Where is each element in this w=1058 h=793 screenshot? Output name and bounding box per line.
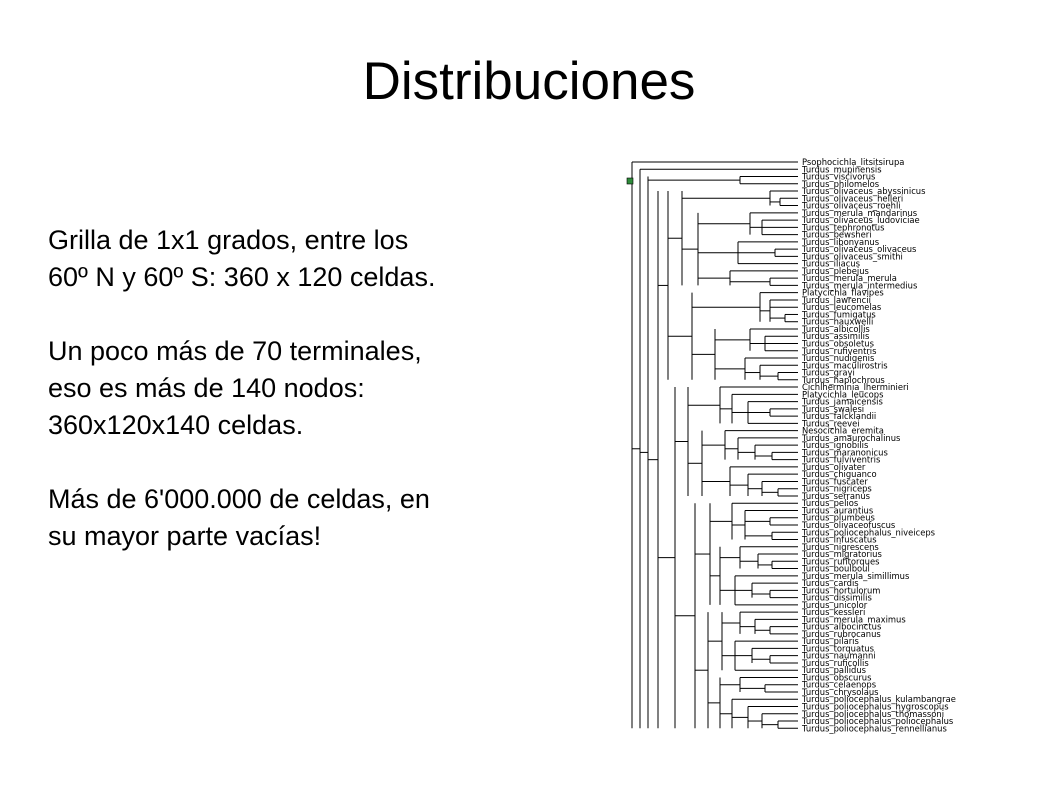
taxon-label: Turdus_rufiventris xyxy=(802,345,877,356)
taxon-label: Turdus_poliocephalus_hygroscopus xyxy=(802,701,949,712)
taxon-label: Turdus_aurantius xyxy=(802,505,874,516)
taxon-label: Turdus_poliocephalus_kulambangrae xyxy=(802,694,956,705)
taxon-label: Turdus_falcklandii xyxy=(802,411,877,422)
taxon-label: Turdus_poliocephalus_poliocephalus xyxy=(802,716,954,727)
taxon-label: Turdus_albicollis xyxy=(802,323,870,334)
taxon-label: Turdus_lawrencii xyxy=(802,294,871,305)
taxon-label: Turdus_celaenops xyxy=(802,679,877,690)
taxon-label: Turdus_libonyanus xyxy=(802,236,880,247)
taxon-label: Turdus_maculirostris xyxy=(802,360,888,371)
taxon-label: Turdus_boulboul xyxy=(802,563,870,574)
taxon-label: Turdus_mupinensis xyxy=(802,164,882,175)
taxon-label: Turdus_unicolor xyxy=(802,599,868,610)
taxon-label: Turdus_grayi xyxy=(802,367,855,378)
taxon-label: Turdus_swalesi xyxy=(802,403,865,414)
taxon-label: Platycichla_leucops xyxy=(802,389,884,400)
paragraph-grid: Grilla de 1x1 grados, entre los 60º N y 60º S: 360 x 120 celdas. xyxy=(48,225,436,292)
taxon-label: Turdus_cardis xyxy=(802,578,859,589)
taxon-label: Turdus_albocinctus xyxy=(802,621,882,632)
taxon-label: Turdus_ignobilis xyxy=(802,440,869,451)
body-text xyxy=(48,222,608,592)
taxon-label: Turdus_pelios xyxy=(802,498,859,509)
slide-title: Distribuciones xyxy=(362,52,696,111)
taxon-label: Turdus_tephronotus xyxy=(802,222,885,233)
taxon-label: Turdus_merula_maximus xyxy=(802,614,906,625)
taxon-label: Turdus_poliocephalus_rennellianus xyxy=(802,723,947,734)
taxon-label: Turdus_olivater xyxy=(802,461,866,472)
taxon-label: Turdus_naumanni xyxy=(802,650,876,661)
root-node-marker xyxy=(627,178,633,184)
taxon-label: Turdus_olivaceus_ludoviciae xyxy=(802,215,920,226)
taxon-label: Turdus_merula_intermedius xyxy=(802,280,918,291)
taxon-label: Turdus_migratorius xyxy=(802,549,882,560)
taxon-label: Turdus_olivaceus_olivaceus xyxy=(802,244,917,255)
taxon-label: Nesocichla_eremita xyxy=(802,425,884,436)
taxon-label: Turdus_hortulorum xyxy=(802,585,881,596)
taxon-label: Turdus_serranus xyxy=(802,490,870,501)
taxon-label: Turdus_poliocephalus_thomassoni xyxy=(802,708,945,719)
taxon-label: Turdus_merula_merula xyxy=(802,273,897,284)
taxon-label: Turdus_kessleri xyxy=(802,607,866,618)
taxon-label: Turdus_plebejus xyxy=(802,265,869,276)
taxon-label: Platycichla_flavipes xyxy=(802,287,884,298)
taxon-label: Turdus_fuscater xyxy=(802,476,868,487)
paragraph-terminals: Un poco más de 70 terminales, eso es más de 140 nodos: 360x120x140 celdas. xyxy=(48,336,422,440)
taxon-label: Turdus_amaurochalinus xyxy=(802,432,901,443)
taxon-label: Turdus_jamaicensis xyxy=(802,396,883,407)
taxon-label: Turdus_haplochrous xyxy=(802,374,885,385)
taxon-label: Turdus_hauxwelli xyxy=(802,316,874,327)
taxon-label: Psophocichla_litsitsirupa xyxy=(802,157,905,167)
taxon-label: Turdus_nudigenis xyxy=(802,353,875,364)
taxon-label: Turdus_merula_mandarinus xyxy=(802,207,918,218)
taxon-label: Turdus_bewsheri xyxy=(802,229,872,240)
taxon-label: Turdus_torquatus xyxy=(802,643,875,654)
taxon-label: Turdus_olivaceus_roehli xyxy=(802,200,901,211)
taxon-label: Turdus_olivaceus_abyssinicus xyxy=(802,186,926,197)
paragraph-cells: Más de 6'000.000 de celdas, en su mayor parte vacías! xyxy=(48,484,430,551)
taxon-label: Turdus_pilaris xyxy=(802,636,859,647)
taxon-label: Turdus_olivaceus_helleri xyxy=(802,193,904,204)
taxon-label: Cichlherminia_lherminieri xyxy=(802,382,909,393)
taxon-label: Turdus_rubrocanus xyxy=(802,628,881,639)
taxon-label: Turdus_poliocephalus_niveiceps xyxy=(802,527,936,538)
taxon-label: Turdus_rufitorques xyxy=(802,556,880,567)
taxon-label: Turdus_pallidus xyxy=(802,665,867,676)
taxon-label: Turdus_fumigatus xyxy=(802,309,876,320)
taxon-label: Turdus_reevei xyxy=(802,418,860,429)
taxon-label: Turdus_chrysolaus xyxy=(802,686,879,697)
taxon-label: Turdus_dissimilis xyxy=(802,592,872,603)
taxon-label: Turdus_maranonicus xyxy=(802,447,888,458)
taxon-label: Turdus_merula_simillimus xyxy=(802,570,910,581)
taxon-label: Turdus_olivaceofuscus xyxy=(802,520,896,530)
taxon-label: Turdus_chiguanco xyxy=(802,469,877,480)
taxon-label: Turdus_infuscatus xyxy=(802,534,877,545)
taxon-label: Turdus_iliacus xyxy=(802,258,861,269)
taxon-label: Turdus_fulviventris xyxy=(802,454,881,465)
taxon-label: Turdus_obsoletus xyxy=(802,338,874,349)
taxon-label: Turdus_olivaceus_smithi xyxy=(802,251,903,262)
taxon-label: Turdus_leucomelas xyxy=(802,302,882,313)
taxon-label: Turdus_ruficollis xyxy=(802,657,869,668)
taxon-label: Turdus_assimilis xyxy=(802,331,870,342)
taxon-label: Turdus_plumbeus xyxy=(802,512,875,523)
taxon-label: Turdus_nigrescens xyxy=(802,541,879,552)
phylogenetic-tree xyxy=(620,152,1040,742)
taxon-label: Turdus_nigriceps xyxy=(802,483,872,494)
taxon-label: Turdus_obscurus xyxy=(802,672,872,683)
taxon-label: Turdus_philomelos xyxy=(802,178,880,189)
taxon-label: Turdus_viscivorus xyxy=(802,171,876,182)
